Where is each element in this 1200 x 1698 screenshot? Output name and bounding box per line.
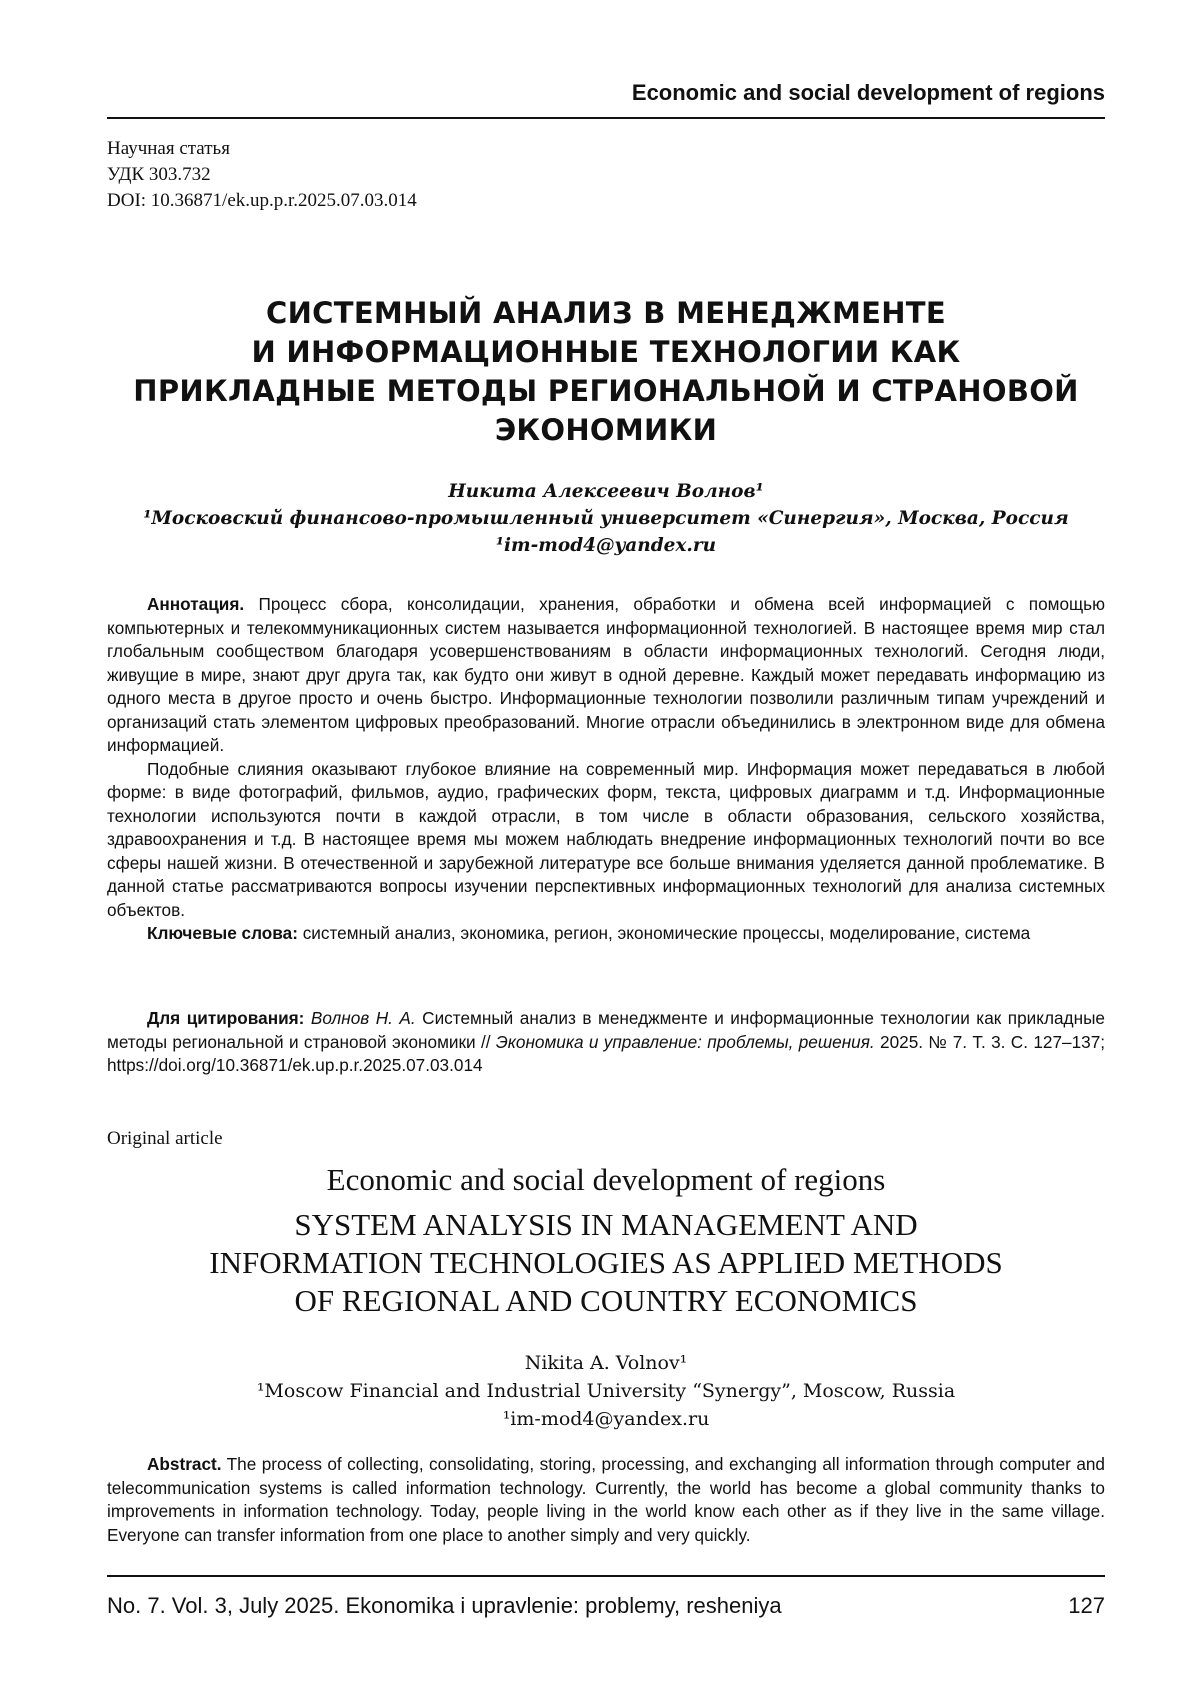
udk-code: УДК 303.732 bbox=[107, 164, 211, 185]
header-divider bbox=[107, 117, 1105, 119]
keywords-ru-label: Ключевые слова: bbox=[147, 923, 298, 943]
title-en bbox=[107, 1206, 1105, 1320]
email-ru: ¹im-mod4@yandex.ru bbox=[495, 535, 717, 556]
page-footer bbox=[107, 1593, 1105, 1619]
rubric-en: Economic and social development of regions bbox=[326, 1162, 886, 1197]
author-name-en: Nikita A. Volnov¹ bbox=[524, 1352, 688, 1374]
footer-journal-issue: No. 7. Vol. 3, July 2025. Ekonomika i upravlenie: problemy, resheniya bbox=[107, 1593, 782, 1618]
article-type-ru: Научная статья bbox=[107, 138, 230, 159]
title-ru-line: И ИНФОРМАЦИОННЫЕ ТЕХНОЛОГИИ КАК bbox=[251, 335, 961, 369]
abstract-ru-paragraph-1 bbox=[107, 593, 1105, 758]
affiliation-ru: ¹Московский финансово-промышленный университет «Синергия», Москва, Россия bbox=[143, 508, 1069, 529]
abstract-ru-label: Аннотация. bbox=[147, 594, 245, 614]
citation-ru-author: Волнов Н. А. bbox=[310, 1008, 416, 1028]
title-ru-line: ПРИКЛАДНЫЕ МЕТОДЫ РЕГИОНАЛЬНОЙ И СТРАНОВОЙ bbox=[133, 374, 1079, 408]
abstract-en bbox=[107, 1453, 1105, 1547]
article-type-en: Original article bbox=[107, 1128, 223, 1149]
abstract-en-label: Abstract. bbox=[147, 1454, 222, 1474]
abstract-en-text: The process of collecting, consolidating, storing, processing, and exchanging all information through computer and telecommunication systems is called information technology. Currently, the world has become a global community thanks to improvements in information technology. Today, people living in the world know each other as if they live in the same village. Everyone can transfer information from one place to another simply and very quickly. bbox=[107, 1454, 1105, 1545]
author-name-ru: Никита Алексеевич Волнов¹ bbox=[448, 481, 764, 502]
citation-ru-journal: Экономика и управление: проблемы, решения. bbox=[495, 1031, 875, 1052]
abstract-ru-paragraph-2: Подобные слияния оказывают глубокое влияние на современный мир. Информация может передаваться в любой форме: в виде фотографий, фильмов, аудио, графических форм, текста, цифровых диаграмм и т.д. Информационные технологии используются почти в каждой отрасли, в том числе в области образования, сельского хозяйства, здравоохранения и т.д. В настоящее время мы можем наблюдать внедрение информационных технологий почти во все сферы нашей жизни. В отечественной и зарубежной литературе все больше внимания уделяется данной проблематике. В данной статье рассматриваются вопросы изучении перспективных информационных технологий для анализа системных объектов. bbox=[107, 758, 1105, 920]
citation-ru bbox=[107, 1007, 1105, 1078]
citation-ru-label: Для цитирования: bbox=[147, 1008, 305, 1028]
title-ru-line: ЭКОНОМИКИ bbox=[494, 413, 718, 447]
title-ru bbox=[107, 294, 1105, 450]
title-en-line: INFORMATION TECHNOLOGIES AS APPLIED METHODS bbox=[209, 1245, 1003, 1280]
footer-divider bbox=[107, 1575, 1105, 1577]
affiliation-en: ¹Moscow Financial and Industrial University “Synergy”, Moscow, Russia bbox=[256, 1380, 956, 1402]
authors-ru bbox=[107, 478, 1105, 559]
keywords-ru bbox=[107, 922, 1105, 946]
citation-ru-details: 2025. № 7. Т. 3. С. 127–137; https://doi.org/10.36871/ek.up.p.r.2025.07.03.014 bbox=[107, 1031, 1106, 1075]
title-ru-line: СИСТЕМНЫЙ АНАЛИЗ В МЕНЕДЖМЕНТЕ bbox=[266, 296, 946, 330]
title-en-line: OF REGIONAL AND COUNTRY ECONOMICS bbox=[294, 1283, 918, 1318]
email-en: ¹im-mod4@yandex.ru bbox=[502, 1408, 710, 1430]
page-number: 127 bbox=[1068, 1593, 1105, 1618]
article-meta bbox=[107, 136, 417, 214]
keywords-ru-text: системный анализ, экономика, регион, экономические процессы, моделирование, система bbox=[302, 923, 1031, 943]
abstract-ru-text-1: Процесс сбора, консолидации, хранения, обработки и обмена всей информацией с помощью компьютерных и телекоммуникационных систем называется информационной технологией. В настоящее время мир стал глобальным сообществом благодаря усовершенствованиям в области информационных технологий. Сегодня люди, живущие в мире, знают друг друга так, как будто они живут в одной деревне. Каждый может передавать информацию из одного места в другое просто и очень быстро. Информационные технологии позволили различным типам учреждений и организаций стать элементом цифровых преобразований. Многие отрасли объединились в электронном виде для обмена информацией. bbox=[107, 594, 1105, 755]
running-header: Economic and social development of regions bbox=[631, 80, 1105, 105]
doi: DOI: 10.36871/ek.up.p.r.2025.07.03.014 bbox=[107, 190, 417, 211]
abstract-ru bbox=[107, 593, 1105, 946]
citation-ru-title: Системный анализ в менеджменте и информационные технологии как прикладные методы региональной и страновой экономики // bbox=[107, 1008, 1105, 1052]
authors-en bbox=[107, 1349, 1105, 1433]
title-en-line: SYSTEM ANALYSIS IN MANAGEMENT AND bbox=[294, 1207, 918, 1242]
